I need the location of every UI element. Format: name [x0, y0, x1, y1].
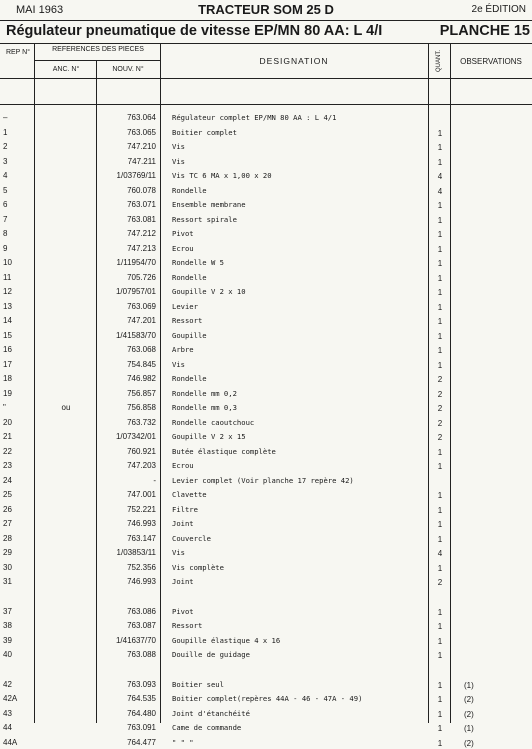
quantity-cell: 1 [437, 143, 443, 152]
designation-cell: Joint [172, 519, 194, 528]
quantity-cell: 1 [437, 259, 443, 268]
quantity-cell: 1 [437, 695, 443, 704]
observation-cell: (2) [464, 738, 474, 748]
part-number-cell: 747.001 [127, 490, 156, 499]
rep-cell: 2 [3, 142, 8, 151]
rep-cell: 4 [3, 171, 8, 180]
top-line [0, 0, 532, 20]
designation-cell: Ressort [172, 621, 203, 630]
quantity-cell: 1 [437, 288, 443, 297]
rep-cell: 13 [3, 301, 12, 311]
part-number-cell: 752.356 [127, 562, 156, 572]
part-number-cell: 1/07957/01 [115, 287, 156, 296]
part-number-cell: 763.086 [127, 606, 156, 616]
designation-cell: Arbre [172, 345, 194, 354]
table-row [0, 487, 532, 501]
observation-cell: (1) [464, 680, 474, 690]
designation-cell: " " " [172, 737, 194, 747]
table-row [0, 284, 532, 298]
rep-cell: – [3, 113, 8, 122]
header-rep: REP N° [5, 49, 31, 56]
designation-cell: Goupille [172, 330, 207, 340]
quantity-cell: 1 [437, 651, 443, 660]
table-row [0, 154, 532, 168]
rep-cell: 30 [3, 562, 12, 572]
quantity-cell: 1 [437, 636, 443, 646]
table-row [0, 677, 532, 691]
table-row [0, 270, 532, 284]
designation-cell: Douille de guidage [172, 650, 250, 659]
table-row [0, 139, 532, 153]
rep-cell: 37 [3, 606, 12, 616]
header-bottom-rule [0, 78, 532, 79]
part-number-cell: 747.201 [127, 316, 156, 325]
designation-cell: Vis TC 6 MA x 1,00 x 20 [172, 171, 272, 180]
table-row [0, 560, 532, 574]
observation-cell: (1) [464, 724, 474, 733]
table-row [0, 168, 532, 182]
part-number-cell: 760.078 [127, 185, 156, 195]
quantity-cell: 1 [437, 201, 443, 210]
rep-cell: " [3, 403, 6, 412]
quantity-cell: 2 [437, 389, 443, 399]
rep-cell: 22 [3, 446, 12, 456]
part-number-cell: 756.857 [127, 388, 156, 398]
designation-cell: Came de commande [172, 723, 242, 732]
rep-cell: 16 [3, 345, 12, 354]
designation-cell: Rondelle [172, 272, 207, 282]
part-number-cell: 763.069 [127, 301, 156, 311]
rep-cell: 38 [3, 621, 12, 630]
rep-cell: 42A [3, 694, 18, 703]
designation-cell: Rondelle caoutchouc [172, 417, 255, 427]
header-observations: OBSERVATIONS [460, 57, 522, 66]
part-number-cell: 763.091 [127, 723, 156, 732]
table-row [0, 735, 532, 749]
part-number-cell: 763.065 [127, 127, 156, 137]
part-number-cell: 1/03853/11 [116, 548, 156, 557]
table-row [0, 357, 532, 371]
part-number-cell: 1/07342/01 [115, 432, 156, 441]
table-row [0, 299, 532, 313]
quantity-cell: 1 [437, 738, 443, 748]
rep-cell: 43 [3, 708, 12, 718]
part-number-cell: 760.921 [127, 446, 156, 456]
table-row [0, 125, 532, 139]
table-row [0, 531, 532, 545]
part-number-cell: 746.982 [127, 374, 156, 383]
designation-cell: Vis [172, 156, 185, 166]
table-row [0, 197, 532, 211]
table-row [0, 110, 532, 124]
rep-cell: 39 [3, 635, 12, 645]
rep-cell: 27 [3, 519, 12, 528]
plate-number: PLANCHE 15 [439, 23, 530, 39]
table-row [0, 444, 532, 458]
rep-cell: 6 [3, 200, 8, 209]
designation-cell: Vis [172, 359, 185, 369]
quantity-cell: 2 [437, 433, 443, 442]
part-number-cell: 763.088 [127, 650, 156, 659]
header-designation: DESIGNATION [259, 56, 329, 66]
table-row [0, 183, 532, 197]
rep-cell: 7 [3, 214, 8, 224]
designation-cell: Vis [172, 548, 185, 557]
part-number-cell: 1/03769/11 [116, 171, 156, 180]
part-number-cell: 763.071 [127, 200, 156, 209]
designation-cell: Joint d'étanchéité [172, 708, 250, 718]
designation-cell: Levier [172, 301, 198, 311]
table-row [0, 647, 532, 661]
quantity-cell: 1 [437, 622, 443, 631]
part-number-cell: 763.068 [127, 345, 156, 354]
rep-cell: 11 [3, 272, 12, 282]
quantity-cell: 1 [437, 215, 443, 225]
header-anc: ANC. N° [52, 66, 80, 73]
quantity-cell: 1 [437, 302, 443, 312]
part-number-cell: 763.081 [127, 214, 156, 224]
quantity-cell: 4 [437, 549, 443, 558]
rep-cell: 44 [3, 723, 12, 732]
designation-cell: Pivot [172, 606, 194, 616]
designation-cell: Ecrou [172, 461, 194, 470]
table-row [0, 706, 532, 720]
designation-cell: Butée élastique complète [172, 446, 276, 456]
quantity-cell: 1 [437, 128, 443, 138]
header-nouv: NOUV. N° [112, 66, 144, 73]
rep-cell: 42 [3, 679, 12, 689]
quantity-cell: 1 [437, 607, 443, 617]
quantity-cell: 1 [437, 317, 443, 326]
part-number-cell: 746.993 [127, 519, 156, 528]
part-number-cell: 747.203 [127, 461, 156, 470]
table-row [0, 371, 532, 385]
quantity-cell: 1 [437, 157, 443, 167]
part-number-cell: 763.147 [127, 533, 156, 543]
designation-cell: Rondelle [172, 185, 207, 195]
table-row [0, 633, 532, 647]
designation-cell: Rondelle mm 0,2 [172, 388, 237, 398]
designation-cell: Boitier complet(repères 44A - 46 - 47A - 49) [172, 694, 363, 703]
table-row [0, 502, 532, 516]
designation-cell: Clavette [172, 490, 207, 499]
designation-cell: Ensemble membrane [172, 200, 246, 209]
designation-cell: Goupille V 2 x 15 [172, 432, 246, 441]
quantity-cell: 1 [437, 273, 443, 283]
table-row [0, 429, 532, 443]
part-number-cell: 756.858 [127, 403, 156, 412]
part-number-cell: 747.213 [127, 243, 156, 253]
quantity-cell: 2 [437, 404, 443, 413]
table-row [0, 313, 532, 327]
designation-cell: Vis [172, 142, 185, 151]
quantity-cell: 1 [437, 491, 443, 500]
part-number-cell: 1/11954/70 [116, 258, 156, 267]
quantity-cell: 1 [437, 680, 443, 690]
designation-cell: Vis complète [172, 562, 224, 572]
observation-cell: (2) [464, 709, 474, 719]
rep-cell: 9 [3, 243, 8, 253]
part-number-cell: 764.535 [127, 694, 156, 703]
title-bar [0, 20, 532, 44]
designation-cell: Goupille élastique 4 x 16 [172, 635, 281, 645]
quantity-cell: 1 [437, 462, 443, 471]
table-row [0, 342, 532, 356]
part-number-cell: 1/41637/70 [115, 635, 156, 645]
rep-cell: 18 [3, 374, 12, 383]
quantity-cell: 1 [437, 244, 443, 254]
rep-cell: 3 [3, 156, 8, 166]
designation-cell: Ressort [172, 316, 203, 325]
quantity-cell: 1 [437, 505, 443, 515]
rep-cell: 19 [3, 388, 12, 398]
rep-cell: 29 [3, 548, 12, 557]
rep-cell: 10 [3, 258, 12, 267]
rep-cell: 15 [3, 330, 12, 340]
rep-cell: 8 [3, 229, 8, 238]
designation-cell: Ressort spirale [172, 214, 237, 224]
part-number-cell: 705.726 [127, 272, 156, 282]
table-row [0, 241, 532, 255]
quantity-cell: 1 [437, 709, 443, 719]
table-header [0, 44, 532, 78]
rep-cell: 31 [3, 577, 12, 586]
designation-cell: Régulateur complet EP/MN 80 AA : L 4/1 [172, 113, 337, 122]
quantity-cell: 1 [437, 360, 443, 370]
issue-date: MAI 1963 [16, 4, 64, 16]
part-number-cell: 763.064 [127, 113, 156, 122]
quantity-cell: 2 [437, 578, 443, 587]
designation-cell: Boitier complet [172, 127, 237, 137]
table-row [0, 574, 532, 588]
rep-cell: 12 [3, 287, 12, 296]
part-number-cell: 763.732 [127, 417, 156, 427]
designation-cell: Couvercle [172, 533, 211, 543]
observation-cell: (2) [464, 695, 474, 704]
quantity-cell: 4 [437, 172, 443, 181]
quantity-cell: 2 [437, 418, 443, 428]
designation-cell: Rondelle [172, 374, 207, 383]
table-row [0, 516, 532, 530]
rep-cell: 21 [3, 432, 12, 441]
part-number-cell: 764.477 [127, 737, 156, 747]
table-row [0, 386, 532, 400]
rep-cell: 1 [3, 127, 8, 137]
quantity-cell: 1 [437, 563, 443, 573]
table-row [0, 604, 532, 618]
designation-cell: Ecrou [172, 243, 194, 253]
quantity-cell: 1 [437, 534, 443, 544]
table-row [0, 691, 532, 705]
designation-cell: Pivot [172, 229, 194, 238]
rep-cell: 14 [3, 316, 12, 325]
rep-cell: 26 [3, 504, 12, 514]
rep-cell: 40 [3, 650, 12, 659]
quantity-cell: 2 [437, 375, 443, 384]
designation-cell: Levier complet (Voir planche 17 repère 42) [172, 475, 354, 485]
part-number-cell: 747.211 [127, 156, 156, 166]
part-number-cell: 763.087 [127, 621, 156, 630]
anc-cell: ou [61, 403, 71, 412]
part-number-cell: 754.845 [127, 359, 156, 369]
part-number-cell: 752.221 [127, 504, 156, 514]
quantity-cell: 1 [437, 331, 443, 341]
rep-cell: 44A [3, 737, 18, 747]
part-number-cell: 764.480 [127, 708, 156, 718]
part-number-cell: - [153, 475, 156, 485]
table-row [0, 618, 532, 632]
rep-cell: 25 [3, 490, 12, 499]
quantity-cell: 1 [437, 520, 443, 529]
table-row [0, 400, 532, 414]
rep-cell: 23 [3, 461, 12, 470]
table-row [0, 255, 532, 269]
table-row [0, 545, 532, 559]
quantity-cell: 1 [437, 724, 443, 733]
edition-label: 2e ÉDITION [471, 4, 526, 15]
header-quantity: QUANT. [436, 49, 442, 72]
quantity-cell: 1 [437, 447, 443, 457]
table-row [0, 212, 532, 226]
table-row [0, 720, 532, 734]
table-row [0, 226, 532, 240]
designation-cell: Filtre [172, 504, 198, 514]
part-number-cell: 746.993 [127, 577, 156, 586]
quantity-cell: 1 [437, 346, 443, 355]
designation-cell: Rondelle W 5 [172, 258, 224, 267]
rep-cell: 17 [3, 359, 12, 369]
part-number-cell: 763.093 [127, 679, 156, 689]
header-references: REFERENCES DES PIECES [52, 46, 144, 53]
designation-cell: Goupille V 2 x 10 [172, 287, 246, 296]
body-top-rule [0, 104, 532, 105]
table-row [0, 328, 532, 342]
part-number-cell: 1/41583/70 [115, 330, 156, 340]
table-row [0, 458, 532, 472]
rep-cell: 24 [3, 475, 12, 485]
rep-cell: 28 [3, 533, 12, 543]
designation-cell: Boitier seul [172, 679, 224, 689]
rep-cell: 5 [3, 185, 8, 195]
tractor-model: TRACTEUR SOM 25 D [198, 2, 334, 17]
designation-cell: Joint [172, 577, 194, 586]
quantity-cell: 4 [437, 186, 443, 196]
part-number-cell: 747.210 [127, 142, 156, 151]
quantity-cell: 1 [437, 230, 443, 239]
table-row [0, 473, 532, 487]
header-subrule [34, 60, 160, 61]
part-number-cell: 747.212 [127, 229, 156, 238]
rep-cell: 20 [3, 417, 12, 427]
page-title: Régulateur pneumatique de vitesse EP/MN 80 AA: L 4/I [6, 23, 383, 39]
table-row [0, 415, 532, 429]
designation-cell: Rondelle mm 0,3 [172, 403, 237, 412]
